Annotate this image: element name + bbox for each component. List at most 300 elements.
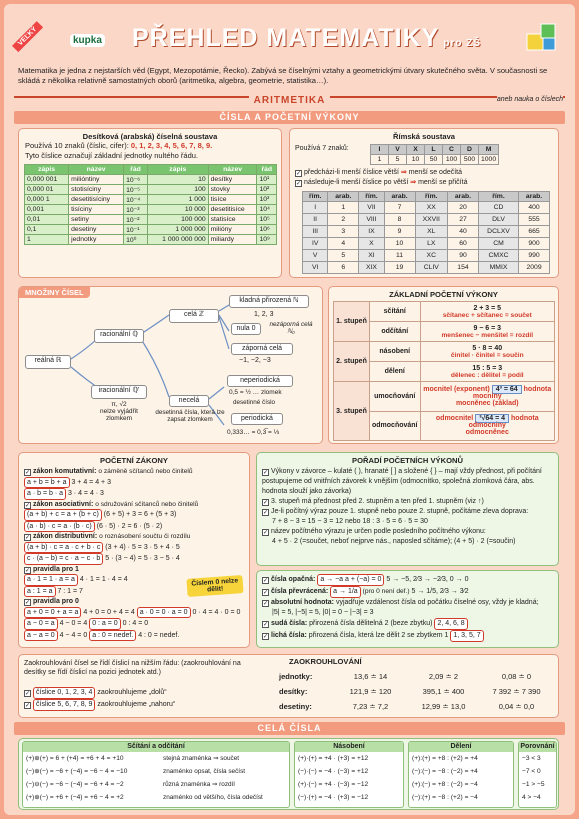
integers-column-header: Násobení [295, 742, 403, 752]
root-value: hodnota odmocniny [468, 415, 539, 430]
integers-column [408, 741, 514, 808]
roman-header: arab. [384, 192, 415, 202]
laws-title: POČETNÍ ZÁKONY [100, 456, 168, 465]
integers-rule [409, 791, 513, 804]
decimal-cell: 1 [25, 235, 69, 245]
law-comm-f1: a + b = b + a [24, 477, 70, 489]
noninteger-node: necelá [169, 395, 209, 407]
law-assoc-e1: (6 + 5) + 3 = 6 + (5 + 3) [103, 511, 177, 518]
opposite-example: 5 → −5, 2⁄3 → −2⁄3, 0 → 0 [386, 576, 469, 583]
decimal-cell: 10⁻⁴ [124, 195, 148, 205]
periodic-node: periodická [231, 413, 283, 425]
mul-names: činitel · činitel = součin [450, 351, 524, 359]
law-assoc: zákon asociativní: [33, 500, 94, 508]
roman-cell: 19 [384, 262, 415, 274]
decimal-header-3: zápis [147, 165, 208, 175]
decimal-cell: 100 000 [147, 215, 208, 225]
law-assoc-f2: (a · b) · c = a · (b · c) [24, 521, 95, 533]
order-rule3-example: 7 + 8 − 3 = 15 − 3 = 12 nebo 18 : 3 · 5 = 6 · 5 = 30 [272, 518, 428, 525]
integers-rule-formula: (−)·(−) = −4 · (−3) = +12 [298, 768, 369, 775]
mul-label: násobení [370, 342, 421, 362]
roman-rule1: předcházi-li menší číslice větší [304, 169, 399, 176]
integers-rule-note: znaménko opsat, čísla sečíst [163, 768, 246, 775]
periodic-example: 0,333… = 0,3̅ = ⅓ [227, 429, 280, 436]
law-dist-e1: (3 + 4) · 5 = 3 · 5 + 4 · 5 [105, 543, 180, 551]
integers-column [518, 741, 557, 808]
pow-base: mocněnec (základ) [455, 399, 519, 407]
zero-e6: 4 : 0 = nedef. [138, 631, 180, 639]
roman-cell: 2009 [519, 262, 550, 274]
one-e1: 4 · 1 = 1 · 4 = 4 [79, 576, 128, 583]
pow-value: hodnota mocniny [472, 385, 552, 400]
page-title: PŘEHLED MATEMATIKY pro ZŠ [132, 24, 482, 52]
rounding-row [279, 684, 554, 699]
decimal-cell: 10⁰ [124, 235, 148, 245]
decimal-cell: miliardy [208, 235, 257, 245]
decimal-cell: 10³ [257, 195, 277, 205]
roman-letter: D [461, 145, 479, 155]
integers-rule [23, 778, 289, 791]
roman-cell: 10 [384, 238, 415, 250]
section-numbers: ČÍSLA A POČETNÍ VÝKONY [14, 111, 565, 124]
roman-header: řím. [415, 192, 448, 202]
publisher-logo: kupka [70, 34, 105, 47]
integers-column [22, 741, 290, 808]
law-assoc-note: o sdružování sčítanců nebo činitelů [95, 500, 199, 508]
roman-cell: 555 [519, 214, 550, 226]
law-comm-e2: 3 · 4 = 4 · 3 [67, 490, 104, 497]
roman-cell: VIII [359, 214, 384, 226]
zero-e3: 4 − 4 = 0 [59, 631, 88, 639]
decimal-header-1: název [69, 165, 124, 175]
root-radicand: odmocněnec [465, 429, 509, 437]
rules-zero: pravidla pro 0 [33, 598, 79, 605]
roman-row [303, 202, 550, 214]
decimal-text2: Tyto číslice označují základní jednotky nultého řádu. [25, 150, 199, 160]
zero-e1: 4 + 0 = 0 + 4 = 4 [83, 608, 135, 616]
roman-values-row [371, 155, 499, 165]
law-dist-f2: c · (a − b) = c · a − c · b [24, 553, 103, 565]
roman-cell: V [303, 250, 328, 262]
cubes-icon [525, 22, 559, 56]
natural-example: 1, 2, 3 [254, 311, 274, 318]
decimal-header-5: řád [257, 165, 277, 175]
abs-example: |5| = 5, |−5| = 5, |0| = 0 − |−3| = 3 [272, 609, 374, 616]
decimal-cell: 0,000 001 [25, 175, 69, 185]
irrational-numbers-node: iracionální ℚ' [91, 385, 147, 399]
decimal-cell: 10⁻⁵ [124, 185, 148, 195]
div-label: dělení [370, 362, 421, 382]
law-dist-note: o roznásobení součtu či rozdílu [99, 533, 191, 540]
roman-cell: XC [415, 250, 448, 262]
roman-rule1-result: menší se odečítá [408, 169, 463, 176]
decimal-cell: 10⁹ [257, 235, 277, 245]
number-types-box: ✓ čísla opačná: a → −a a + (−a) = 0 5 → −5, 2⁄3 → −2⁄3, 0 → 0 ✓ čísla převrácená: a → 1/a (pro 0 není def.) 5 → 1/5, 2⁄3 → 3⁄2 ✓ absolutní hodnota: vyjadřuje vzdálenost čísla od počátku číselné osy, vždy je kladná; |5| = 5, |−5| = 5, |0| = 0 − |−3| = 3 ✓ sudá čísla: přirozená čísla dělitelná 2 (beze zbytku) 2, 4, 6, 8 ✓ lichá čísla: přirozená čísla, která lze dělit 2 se zbytkem 1 1, 3, 5, 7 [256, 570, 559, 648]
decimal-row [25, 185, 277, 195]
roman-value: 500 [461, 155, 479, 165]
integers-rule-formula: −1 > −5 [522, 781, 545, 788]
law-dist: zákon distributivní: [33, 533, 98, 540]
order-rule4-example: 4 + 5 · 2 (=součet, neboť nejprve nás., naposled sčítáme); (4 + 5) · 2 (=součin) [272, 538, 516, 545]
roman-cell: X [359, 238, 384, 250]
decimal-cell: 10⁻³ [124, 205, 148, 215]
odd-note: přirozená čísla, která lze dělit 2 se zbytkem 1 [308, 632, 449, 639]
integers-rule [295, 778, 403, 791]
rounding-row [279, 669, 554, 684]
roman-cell: DLV [478, 214, 518, 226]
zero-f5: 0 : a = 0 [89, 618, 121, 630]
rounding-example: 13,6 ≐ 14 [353, 672, 388, 681]
zero-f4: a · 0 = 0 · a = 0 [137, 607, 191, 619]
stage2-label: 2. stupeň [334, 342, 370, 382]
roman-text: Používá 7 znaků: [295, 145, 349, 152]
zero-f1: a + 0 = 0 + a = a [24, 607, 81, 619]
order-title: POŘADÍ POČETNÍCH VÝKONŮ [352, 456, 463, 465]
decimal-cell: tisíce [208, 195, 257, 205]
finite-decimal-node: neperiodická [227, 375, 293, 387]
law-assoc-e2: (6 · 5) · 2 = 6 · (5 · 2) [96, 522, 163, 530]
integers-rule-formula: (+)⊕(+) = 6 + (+4) = +6 + 4 = +10 [26, 755, 124, 762]
roman-cell: III [303, 226, 328, 238]
decimal-text: Používá 10 znaků (číslic, cifer): [25, 141, 129, 150]
rounding-example: 121,9 ≐ 120 [349, 687, 392, 696]
nonnegative-label: nezáporná celá ℕ₀ [269, 321, 313, 335]
decimal-cell: 1 000 000 000 [147, 235, 208, 245]
roman-value: 1000 [479, 155, 499, 165]
roman-value: 1 [371, 155, 389, 165]
rounding-example: 0,08 ≐ 0 [501, 672, 532, 681]
inverse-label: čísla převrácená: [271, 588, 329, 595]
roman-cell: 40 [448, 226, 479, 238]
decimal-header-row [25, 165, 277, 175]
decimal-row [25, 195, 277, 205]
operations-title: ZÁKLADNÍ POČETNÍ VÝKONY [389, 290, 498, 299]
roman-row [303, 262, 550, 274]
odd-label: lichá čísla: [271, 632, 307, 639]
roman-header: řím. [359, 192, 384, 202]
decimal-cell: desítky [208, 175, 257, 185]
rounding-row [279, 699, 554, 714]
zero-f3: a − a = 0 [24, 630, 58, 642]
integers-rule-formula: (−):(−) = −8 : (−2) = +4 [412, 768, 478, 775]
roman-letter: I [371, 145, 389, 155]
pow-formula: 4³ = 64 [492, 385, 522, 394]
abs-note: vyjadřuje vzdálenost čísla od počátku číselné osy, vždy je kladná; [335, 599, 539, 606]
integers-rule-formula: (+)⊕(−) = +6 + (−4) = +6 − 4 = +2 [26, 794, 124, 801]
zero-e2: 4 − 0 = 4 [59, 620, 88, 627]
integers-rule [519, 778, 556, 791]
roman-value: 10 [407, 155, 425, 165]
pow-label: umocňování [370, 382, 421, 411]
roman-cell: 5 [328, 250, 359, 262]
decimal-cell: stovky [208, 185, 257, 195]
integers-rule [409, 765, 513, 778]
inverse-example: 5 → 1/5, 2⁄3 → 3⁄2 [411, 588, 469, 595]
finite-example: 0,5 = ½ … zlomek [229, 389, 282, 396]
roman-letter: X [407, 145, 425, 155]
integers-box [18, 738, 559, 810]
decimal-cell: stotisíciny [69, 185, 124, 195]
decimal-cell: setiny [69, 215, 124, 225]
integers-rule [519, 765, 556, 778]
rules-one: pravidla pro 1 [33, 565, 79, 573]
roman-cell: VII [359, 202, 384, 214]
root-index: odmocnitel [435, 415, 474, 423]
even-note: přirozená čísla dělitelná 2 (beze zbytku) [309, 620, 433, 627]
roman-rule2: následuje-li menší číslice po větší [304, 178, 409, 186]
roman-cell: XIX [359, 262, 384, 274]
rounding-example: 2,09 ≐ 2 [428, 672, 459, 681]
decimal-cell: desetiny [69, 225, 124, 235]
decimal-title: Desítková (arabská) číselná soustava [82, 132, 218, 141]
roman-cell: 20 [448, 202, 479, 214]
decimal-row [25, 205, 277, 215]
integers-column-header: Porovnání [520, 743, 555, 750]
roman-cell: 900 [519, 238, 550, 250]
roman-cell: CM [478, 238, 518, 250]
round-down-note: zaokrouhlujeme „dolů“ [97, 689, 167, 696]
roman-rule2-result: menší se přičítá [418, 178, 468, 186]
integers-rule-note: stejná znaménka ⇒ součet [163, 755, 240, 762]
sub-formula: 9 − 6 = 3 [473, 324, 502, 332]
round-up-digits: číslice 5, 6, 7, 8, 9 [33, 699, 95, 711]
add-formula: 2 + 3 = 5 [473, 304, 502, 312]
roman-cell: DCLXV [478, 226, 518, 238]
roman-cell: CMXC [478, 250, 518, 262]
integers-rule [295, 752, 403, 765]
roman-header: řím. [478, 192, 518, 202]
rounding-example: 0,04 ≐ 0,0 [498, 702, 535, 711]
zero-division-warning: Číslem 0 nelze dělit! [186, 575, 243, 597]
roman-cell: 2 [328, 214, 359, 226]
roman-row [303, 214, 550, 226]
roman-letter: V [389, 145, 407, 155]
zero-e5: 0 : 4 = 0 [122, 620, 149, 627]
roman-row [303, 226, 550, 238]
decimal-cell: milióny [208, 225, 257, 235]
integer-node: celá ℤ [169, 309, 219, 323]
roman-cell: MMIX [478, 262, 518, 274]
negative-node: záporná celá [231, 343, 293, 355]
decimal-cell: tisíciny [69, 205, 124, 215]
operations-table [333, 301, 555, 441]
zero-f2: a − 0 = a [24, 618, 58, 630]
integers-rule [23, 752, 289, 765]
odd-example: 1, 3, 5, 7 [450, 630, 483, 642]
roman-value: 50 [425, 155, 443, 165]
order-box: POŘADÍ POČETNÍCH VÝKONŮ ✓ Výkony v závorce – kulaté ( ), hranaté [ ] a složené { } – mají vždy přednost, při počítání postupujeme od vnitřních závorek k vnějším (odmocnítko, společná zlomková čára, abs. hodnota slouží jako závorka) ✓ 3. stupeň má přednost před 2. stupněm a ten před 1. stupněm (viz ↑) ✓ Je-li počítný výraz pouze 1. stupně nebo pouze 2. stupně, počítáme zleva doprava: 7 + 8 − 3 = 15 − 3 = 12 nebo 18 : 3 · 5 = 6 · 5 = 30 ✓ název počítného výrazu je určen podle posledního počítného výkonu: 4 + 5 · 2 (=součet, neboť nejprve nás., naposled sčítáme); (4 + 5) · 2 (=součin) [256, 452, 559, 566]
roman-cell: 665 [519, 226, 550, 238]
natural-node: kladná přirozená ℕ [229, 295, 309, 308]
decimal-row [25, 215, 277, 225]
decimal-cell: 1 000 000 [147, 225, 208, 235]
decimal-cell: 0,000 1 [25, 195, 69, 205]
law-dist-f1: (a + b) · c = a · c + b · c [24, 542, 103, 554]
decimal-cell: 10⁻¹ [124, 225, 148, 235]
roman-letter: M [479, 145, 499, 155]
roman-cell: CLIV [415, 262, 448, 274]
one-f2: a : 1 = a [24, 586, 56, 598]
integers-rule [23, 765, 289, 778]
decimal-row [25, 225, 277, 235]
inverse-formula: a → 1/a [330, 586, 361, 598]
rounding-example: 395,1 ≐ 400 [422, 687, 465, 696]
abs-label: absolutní hodnota: [271, 599, 334, 606]
roman-cell: 8 [384, 214, 415, 226]
integers-rule-note: znaménko od většího, čísla odečíst [163, 794, 263, 801]
opposite-label: čísla opačná: [271, 576, 316, 583]
integers-column [294, 741, 404, 808]
roman-cell: 990 [519, 250, 550, 262]
roman-cell: 154 [448, 262, 479, 274]
sub-label: odčítání [370, 322, 421, 342]
order-rule1: Výkony v závorce – kulaté ( ), hranaté [ ] a složené { } – mají vždy přednost, při počítání postupujeme od vnitřních závorek k vnějším (odmocnítko, společná zlomková čára, abs. hodnota slouží jako závorka) [262, 468, 542, 495]
noninteger-note: desetinná čísla, která lze zapsat zlomkem [155, 409, 225, 423]
rounding-example: 7,23 ≐ 7,2 [352, 702, 389, 711]
decimal-row [25, 235, 277, 245]
roman-cell: 6 [328, 262, 359, 274]
rounding-label: desetiny: [279, 702, 312, 711]
roman-table [302, 191, 550, 274]
arithmetic-heading: ARITMETIKA aneb nauka o číslech [14, 96, 565, 108]
integers-rule-formula: −3 < 3 [522, 755, 541, 762]
roman-cell: II [303, 214, 328, 226]
roman-cell: CD [478, 202, 518, 214]
zero-node: nula 0 [231, 323, 261, 335]
roman-cell: 400 [519, 202, 550, 214]
roman-cell: 11 [384, 250, 415, 262]
rounding-title: ZAOKROUHLOVÁNÍ [289, 657, 362, 666]
integers-column-header: Dělení [409, 742, 513, 752]
irrational-note: nelze vyjádřit zlomkem [100, 408, 138, 422]
roman-title: Římská soustava [392, 132, 456, 141]
decimal-cell: milióntiny [69, 175, 124, 185]
roman-cell: 90 [448, 250, 479, 262]
zero-e4: 0 · 4 = 4 · 0 = 0 [192, 608, 241, 616]
rounding-text: Zaokrouhlování čísel se řídí číslicí na nižším řádu: (zaokrouhlování na desítky se řídí číslicí na pozici jednotek atd.) [24, 660, 241, 676]
roman-letters-row [371, 145, 499, 155]
decimal-cell: jednotky [69, 235, 124, 245]
rounding-example: 12,99 ≐ 13,0 [421, 702, 466, 711]
integers-rule-formula: (+):(+) = +8 : (+2) = +4 [412, 755, 478, 762]
roman-header: arab. [328, 192, 359, 202]
law-comm: zákon komutativní: [33, 468, 97, 475]
rounding-box: ZAOKROUHLOVÁNÍ Zaokrouhlování čísel se řídí číslicí na nižším řádu: (zaokrouhlování na desítky se řídí číslicí na pozici jednotek atd.) ✓ číslice 0, 1, 2, 3, 4 zaokrouhlujeme „dolů“ ✓ číslice 5, 6, 7, 8, 9 zaokrouhlujeme „nahoru“ jednotky: 13,6 ≐ 14 2,09 ≐ 2 0,08 ≐ 0 desítky: 121,9 ≐ 120 395,1 ≐ 400 7 392 ≐ 7 390 desetiny: 7,23 ≐ 7,2 12,99 ≐ 13,0 0,04 ≐ 0,0 [18, 654, 559, 718]
decimal-cell: 0,000 01 [25, 185, 69, 195]
opposite-formula: a → −a a + (−a) = 0 [317, 574, 384, 586]
roman-header: arab. [519, 192, 550, 202]
div-names: dělenec : dělitel = podíl [450, 371, 524, 379]
rounding-label: jednotky: [279, 672, 313, 681]
rounding-example: 7 392 ≐ 7 390 [492, 687, 541, 696]
roman-row [303, 238, 550, 250]
decimal-cell: 10⁴ [257, 205, 277, 215]
decimal-cell: 10⁻⁶ [124, 175, 148, 185]
even-example: 2, 4, 6, 8 [434, 618, 467, 630]
div-formula: 15 : 5 = 3 [472, 364, 503, 372]
roman-cell: IV [303, 238, 328, 250]
roman-cell: VI [303, 262, 328, 274]
roman-system-box: Římská soustava Používá 7 znaků: I V X L C D M 1 5 10 50 100 500 1000 ✓ předcházi-li menší číslice větší ⇒ menší se odečítá ✓ následuje-li menší číslice po větší ⇒ menší se přičítá řím. arab. řím. arab. řím. arab. řím. arab. I 1 VII 7 XX 20 CD 400 II 2 VIII 8 XXVII 27 DLV 555 III 3 IX 9 XL 40 DCLXV 665 IV 4 X 10 LX 60 CM 900 V 5 XI 11 XC 90 CMXC 990 VI 6 XIX 19 CLIV 154 MMIX 2009 [289, 128, 559, 278]
decimal-cell: 10² [257, 185, 277, 195]
decimal-cell: desetitisíciny [69, 195, 124, 205]
integers-rule [23, 791, 289, 804]
roman-cell: 4 [328, 238, 359, 250]
integers-column-header: Sčítání a odčítání [23, 742, 289, 752]
mul-formula: 5 · 8 = 40 [472, 344, 503, 352]
decimal-cell: 0,01 [25, 215, 69, 225]
integers-rule-formula: 4 > −4 [522, 794, 541, 801]
root-formula: ³√64 = 4 [475, 414, 509, 423]
decimal-cell: 10⁶ [257, 225, 277, 235]
decimal-header-4: název [208, 165, 257, 175]
roman-cell: 60 [448, 238, 479, 250]
integers-rule [409, 752, 513, 765]
roman-letter: C [443, 145, 461, 155]
roman-cell: XXVII [415, 214, 448, 226]
irrational-example: π, √2 [111, 401, 127, 408]
decimal-row [25, 175, 277, 185]
roman-cell: IX [359, 226, 384, 238]
pow-exponent: mocnitel (exponent) [423, 385, 490, 393]
decimal-cell: 10 000 [147, 205, 208, 215]
one-e2: 7 : 1 = 7 [57, 587, 83, 595]
decimal-cell: 10¹ [257, 175, 277, 185]
integers-rule-formula: (+)·(−) = +4 · (−3) = −12 [298, 781, 369, 788]
stage3-label: 3. stupeň [334, 382, 370, 441]
roman-cell: 7 [384, 202, 415, 214]
rounding-examples [279, 669, 554, 714]
law-dist-e2: 5 · (3 − 4) = 5 · 3 − 5 · 4 [105, 555, 180, 562]
law-comm-e1: 3 + 4 = 4 + 3 [71, 478, 111, 486]
inverse-note: (pro 0 není def.) [362, 588, 410, 595]
roman-cell: 1 [328, 202, 359, 214]
order-rule3: Je-li počítný výraz pouze 1. stupně nebo pouze 2. stupně, počítáme zleva doprava: [271, 508, 529, 515]
finite-note: desetinné číslo [233, 399, 276, 406]
negative-example: −1, −2, −3 [239, 357, 271, 364]
integers-rule [295, 791, 403, 804]
integers-rule [295, 765, 403, 778]
laws-box: POČETNÍ ZÁKONY ✓ zákon komutativní: o záměně sčítanců nebo činitelů a + b = b + a 3 + 4 = 4 + 3 a · b = b · a 3 · 4 = 4 · 3 ✓ zákon asociativní: o sdružování sčítanců nebo činitelů (a + b) + c = a + (b + c) (6 + 5) + 3 = 6 + (5 + 3) (a · b) · c = a · (b · c) (6 · 5) · 2 = 6 · (5 · 2) ✓ zákon distributivní: o roznásobení součtu či rozdílu (a + b) · c = a · c + b · c (3 + 4) · 5 = 3 · 5 + 4 · 5 c · (a − b) = c · a − c · b 5 · (3 − 4) = 5 · 3 − 5 · 4 ✓ pravidla pro 1 a · 1 = 1 · a = a 4 · 1 = 1 · 4 = 4 a : 1 = a 7 : 1 = 7 ✓ pravidla pro 0 a + 0 = 0 + a = a 4 + 0 = 0 + 4 = 4 a · 0 = 0 · a = 0 0 · 4 = 4 · 0 = 0 a − 0 = a 4 − 0 = 4 0 : a = 0 0 : 4 = 0 a − a = 0 4 − 4 = 0 a : 0 = nedef. 4 : 0 = nedef. Číslem 0 nelze dělit! [18, 452, 250, 648]
roman-cell: 3 [328, 226, 359, 238]
round-down-digits: číslice 0, 1, 2, 3, 4 [33, 687, 95, 699]
zero-f6: a : 0 = nedef. [89, 630, 136, 642]
decimal-header-2: řád [124, 165, 148, 175]
basic-operations-box [328, 286, 559, 444]
root-label: odmocňování [370, 411, 421, 440]
intro-text: Matematika je jedna z nejstarších věd (Egypt, Mezopotámie, Řecko). Zabývá se číselnými vztahy a geometrickými útvary skutečného světa. V současnosti se skládá z několika relativně samostatných oborů (aritmetika, algebra, geometrie, statistika…). [18, 66, 548, 86]
roman-value: 5 [389, 155, 407, 165]
decimal-header-0: zápis [25, 165, 69, 175]
roman-cell: XI [359, 250, 384, 262]
roman-cell: LX [415, 238, 448, 250]
integers-rule [519, 791, 556, 804]
decimal-cell: 1 000 [147, 195, 208, 205]
roman-cell: 9 [384, 226, 415, 238]
roman-header: řím. [303, 192, 328, 202]
badge: VEĽKÝ [12, 21, 43, 52]
even-label: sudá čísla: [271, 620, 308, 627]
decimal-cell: statisíce [208, 215, 257, 225]
round-up-note: zaokrouhlujeme „nahoru“ [97, 701, 176, 708]
stage1-label: 1. stupeň [334, 302, 370, 342]
integers-rule [519, 752, 556, 765]
decimal-cell: 10 [147, 175, 208, 185]
roman-cell: XX [415, 202, 448, 214]
add-names: sčítanec + sčítanec = součet [442, 311, 532, 319]
law-comm-note: o záměně sčítanců nebo činitelů [98, 468, 193, 475]
add-label: sčítání [370, 302, 421, 322]
